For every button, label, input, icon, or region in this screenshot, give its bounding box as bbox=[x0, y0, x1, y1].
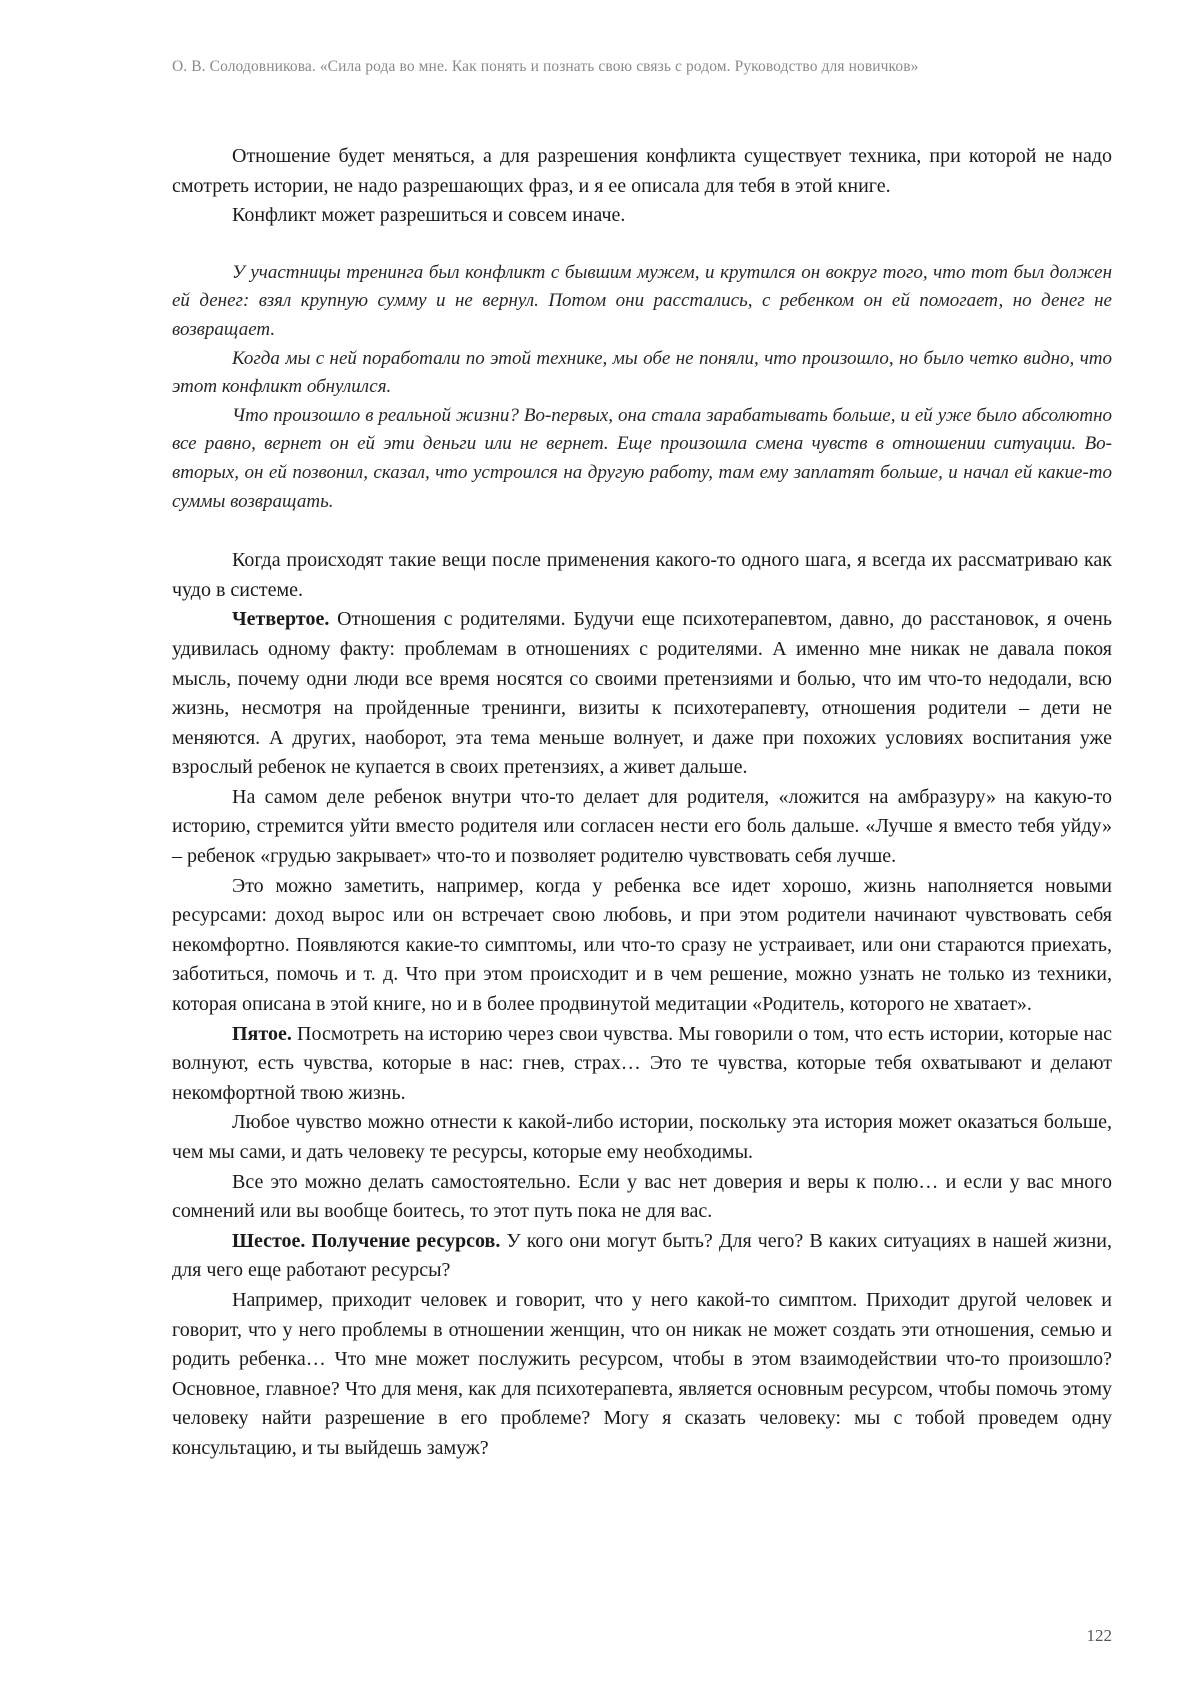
paragraph: Например, приходит человек и говорит, что у него какой-то симптом. Приходит другой человек и говорит, что у него проблемы в отношении женщин, что он никак не может создать эти отношения, семью и родить ребенка… Что мне может послужить ресурсом, чтобы в этом взаимодействии что-то произошло? Основное, главное? Что для меня, как для психотерапевта, является основным ресурсом, чтобы помочь этому человеку найти разрешение в его проблеме? Могу я сказать человеку: мы с тобой проведем одну консультацию, и ты выйдешь замуж? bbox=[172, 1288, 1112, 1459]
paragraph-text: Отношения с родителями. Будучи еще психотерапевтом, давно, до расстановок, я очень удивилась одному факту: проблемам в отношениях с родителями. А именно мне никак не давала покоя мысль, почему одни люди все время носятся со своими претензиями и болью, что им что-то недодали, всю жизнь, несмотря на пройденные тренинги, визиты к психотерапевту, отношения родители – дети не меняются. А других, наоборот, эта тема меньше волнует, и даже при похожих условиях воспитания уже взрослый ребенок не купается в своих претензиях, а живет дальше. bbox=[172, 608, 1112, 779]
paragraph-text: Посмотреть на историю через свои чувства. Мы говорили о том, что есть истории, которые нас волнуют, есть чувства, которые в нас: гнев, страх… Это те чувства, которые тебя охватывают и делают некомфортной твою жизнь. bbox=[172, 1022, 1112, 1104]
page-number: 122 bbox=[1086, 1626, 1112, 1645]
paragraph: Конфликт может разрешиться и совсем иначе. bbox=[232, 204, 626, 227]
quote-block bbox=[172, 259, 1112, 516]
section-lead: Шестое. Получение ресурсов. bbox=[232, 1229, 501, 1252]
running-header: О. В. Солодовникова. «Сила рода во мне. Как понять и познать свою связь с родом. Руководство для новичков» bbox=[172, 58, 919, 75]
section-lead: Четвертое. bbox=[232, 608, 330, 631]
paragraph bbox=[172, 1020, 1112, 1109]
quote-paragraph: У участницы тренинга был конфликт с бывшим мужем, и крутился он вокруг того, что тот был должен ей денег: взял крупную сумму и не вернул. Потом они расстались, с ребенком он ей помогает, но денег не возвращает. bbox=[172, 261, 1112, 340]
quote-paragraph: Когда мы с ней поработали по этой технике, мы обе не поняли, что произошло, но было четко видно, что этот конфликт обнулился. bbox=[172, 347, 1112, 398]
section-lead: Пятое. bbox=[232, 1022, 292, 1045]
paragraph bbox=[172, 605, 1112, 783]
paragraph bbox=[172, 1227, 1112, 1286]
paragraph: Все это можно делать самостоятельно. Если у вас нет доверия и веры к полю… и если у вас много сомнений или вы вообще боитесь, то этот путь пока не для вас. bbox=[172, 1170, 1112, 1223]
paragraph: Отношение будет меняться, а для разрешения конфликта существует техника, при которой не надо смотреть истории, не надо разрешающих фраз, и я ее описала для тебя в этой книге. bbox=[172, 145, 1112, 197]
page-body bbox=[172, 142, 1112, 1464]
quote-paragraph: Что произошло в реальной жизни? Во-первых, она стала зарабатывать больше, и ей уже было абсолютно все равно, вернет он ей эти деньги или не вернет. Еще произошла смена чувств в отношении ситуации. Во-вторых, он ей позвонил, сказал, что устроился на другую работу, там ему заплатят больше, и начал ей какие-то суммы возвращать. bbox=[172, 404, 1112, 512]
paragraph: Это можно заметить, например, когда у ребенка все идет хорошо, жизнь наполняется новыми ресурсами: доход вырос или он встречает свою любовь, и при этом родители начинают чувствовать себя некомфортно. Появляются какие-то симптомы, или что-то сразу не устраивает, или они стараются приехать, заботиться, помочь и т. д. Что при этом происходит и в чем решение, можно узнать не только из техники, которая описана в этой книге, но и в более продвинутой медитации «Родитель, которого не хватает». bbox=[172, 874, 1112, 1016]
paragraph: На самом деле ребенок внутри что-то делает для родителя, «ложится на амбразуру» на какую-то историю, стремится уйти вместо родителя или согласен нести его боль дальше. «Лучше я вместо тебя уйду» – ребенок «грудью закрывает» что-то и позволяет родителю чувствовать себя лучше. bbox=[172, 785, 1112, 868]
paragraph: Когда происходят такие вещи после применения какого-то одного шага, я всегда их рассматриваю как чудо в системе. bbox=[172, 549, 1112, 601]
paragraph-text: У кого они могут быть? Для чего? В каких ситуациях в нашей жизни, для чего еще работают ресурсы? bbox=[172, 1229, 1112, 1282]
paragraph: Любое чувство можно отнести к какой-либо истории, поскольку эта история может оказаться больше, чем мы сами, и дать человеку те ресурсы, которые ему необходимы. bbox=[172, 1111, 1112, 1163]
